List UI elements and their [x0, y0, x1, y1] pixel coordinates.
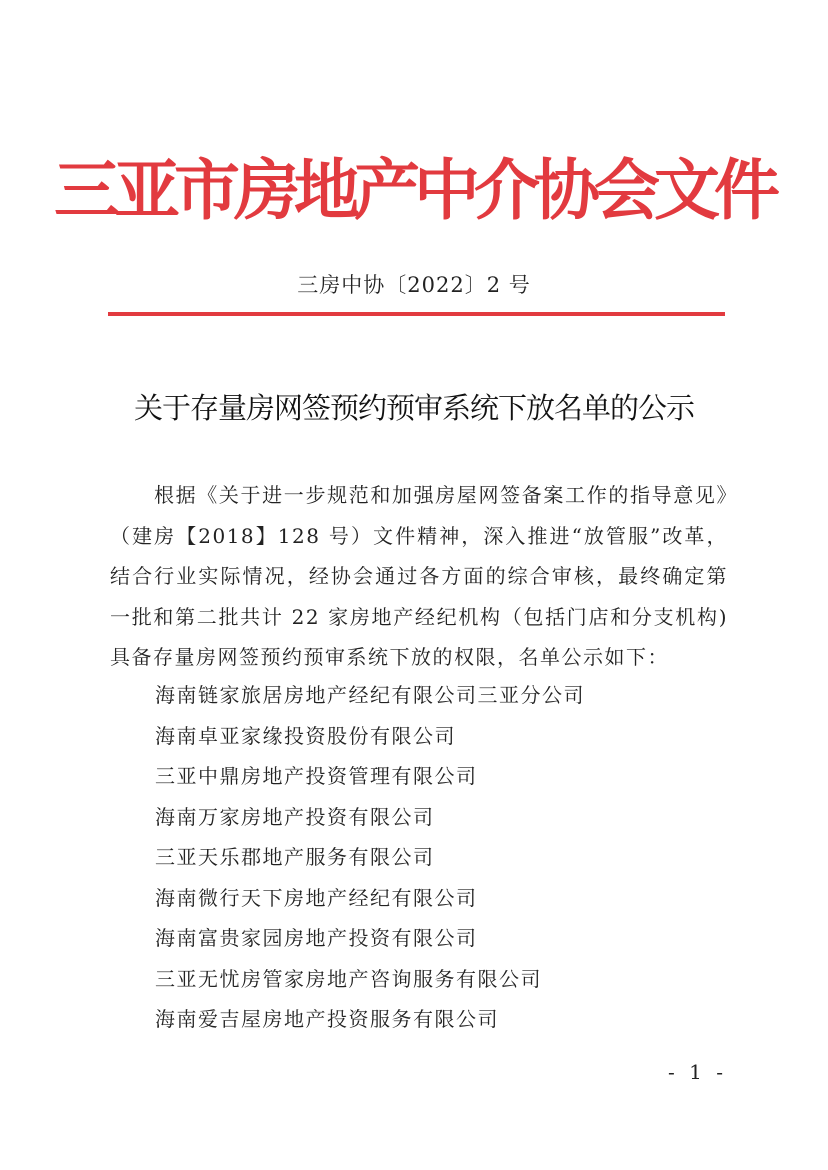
- notice-body-paragraph: 根据《关于进一步规范和加强房屋网签备案工作的指导意见》（建房【2018】128 号）文件精神，深入推进“放管服”改革，结合行业实际情况，经协会通过各方面的综合审核，最终确定第一批和第二批共计 22 家房地产经纪机构（包括门店和分支机构)具备存量房网签预约预审系统下放的权限，名单公示如下：: [110, 483, 728, 669]
- issuing-organization-title: 三亚市房地产中介协会文件: [54, 151, 774, 229]
- company-list-item: 海南卓亚家缘投资股份有限公司: [155, 723, 456, 748]
- company-list-item: 三亚无忧房管家房地产咨询服务有限公司: [155, 966, 542, 991]
- page-number: - 1 -: [668, 1060, 727, 1084]
- red-divider-line: [108, 312, 725, 316]
- company-list-item: 三亚天乐郡地产服务有限公司: [155, 845, 435, 869]
- company-list-item: 三亚中鼎房地产投资管理有限公司: [155, 764, 478, 788]
- notice-title: 关于存量房网签预约预审系统下放名单的公示: [133, 391, 694, 425]
- company-list-item: 海南链家旅居房地产经纪有限公司三亚分公司: [155, 683, 585, 707]
- company-list-item: 海南微行天下房地产经纪有限公司: [155, 885, 478, 910]
- company-list: [155, 675, 585, 1040]
- company-list-item: 海南爱吉屋房地产投资服务有限公司: [155, 1007, 499, 1031]
- company-list-item: 海南万家房地产投资有限公司: [155, 804, 435, 829]
- document-number: 三房中协〔2022〕2 号: [297, 273, 531, 297]
- company-list-item: 海南富贵家园房地产投资有限公司: [155, 926, 478, 950]
